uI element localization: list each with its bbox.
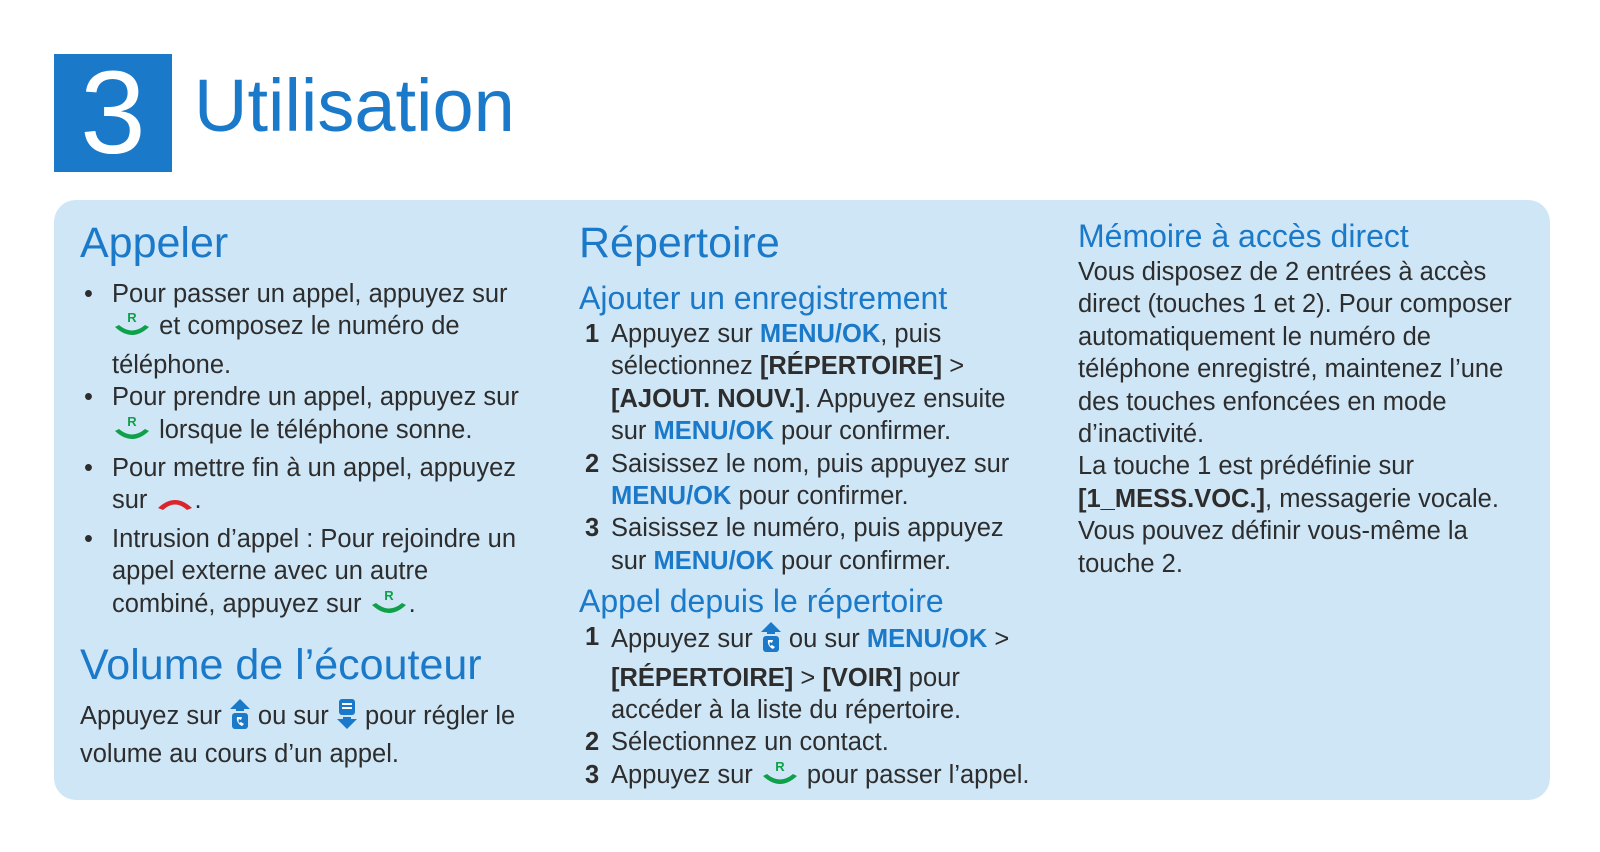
- volume-text-part: ou sur: [250, 702, 329, 731]
- step-number: 2: [585, 449, 600, 478]
- step-item: [579, 759, 1039, 797]
- svg-text:R: R: [127, 413, 137, 429]
- list-item-text: .: [194, 486, 202, 515]
- list-item: [80, 381, 530, 452]
- memoire-paragraph: Vous pouvez définir vous-même la touche 2.: [1078, 517, 1468, 578]
- list-item-text: Pour mettre fin à un appel, appuyez sur: [112, 454, 517, 515]
- step-number: 1: [585, 320, 600, 348]
- step-number: 3: [585, 514, 600, 543]
- step-item: [579, 448, 1039, 513]
- memoire-paragraph: [1078, 450, 1530, 515]
- memoire-heading: Mémoire à accès direct: [1078, 218, 1409, 254]
- step-text: . Appuyez ensuite sur: [611, 384, 1006, 446]
- step-text: pour confirmer.: [773, 546, 952, 575]
- volume-up-icon: [760, 621, 782, 661]
- volume-heading: Volume de l’écouteur: [80, 641, 482, 690]
- step-text: Appuyez sur: [611, 320, 760, 348]
- memoire-text: , messagerie vocale.: [1265, 484, 1499, 513]
- step-item: [579, 512, 1039, 577]
- memoire-paragraph: Vous disposez de 2 entrées à accès direct (touches 1 et 2). Pour composer automatiquement le numéro de téléphone enregistré, maintenez l’une des touches enfoncées en mode d’inactivité.: [1078, 258, 1512, 449]
- volume-text-part: Appuyez sur: [80, 702, 222, 731]
- menu-label: [RÉPERTOIRE]: [759, 352, 943, 381]
- list-item-text: lorsque le téléphone sonne.: [152, 415, 473, 444]
- talk-icon: [760, 759, 800, 797]
- end-call-icon: [155, 490, 195, 522]
- column-repertoire: [579, 216, 1039, 797]
- talk-icon: [112, 414, 152, 452]
- menu-label: [VOIR]: [822, 663, 902, 692]
- list-item: [80, 523, 530, 626]
- step-text: pour confirmer.: [773, 417, 952, 446]
- ajouter-heading: Ajouter un enregistrement: [579, 280, 948, 316]
- step-text: Saisissez le numéro, puis appuyez sur: [611, 514, 1004, 575]
- step-number: 2: [585, 728, 600, 757]
- step-text: Appuyez sur: [611, 625, 753, 654]
- talk-icon: [112, 310, 152, 348]
- menu-label: [RÉPERTOIRE]: [611, 663, 794, 692]
- volume-down-icon: [336, 698, 358, 738]
- memoire-text: La touche 1 est prédéfinie sur: [1078, 452, 1414, 481]
- menu-ok-key: MENU/OK: [866, 625, 988, 654]
- depuis-heading: Appel depuis le répertoire: [579, 583, 944, 620]
- list-item: [80, 278, 530, 381]
- step-item: [579, 318, 1039, 448]
- menu-ok-key: MENU/OK: [653, 546, 774, 575]
- step-text: pour passer l’appel.: [799, 760, 1030, 789]
- list-item-text: .: [408, 589, 416, 618]
- step-number: 3: [585, 760, 600, 789]
- menu-label: [AJOUT. NOUV.]: [611, 384, 805, 413]
- chapter-title: Utilisation: [194, 64, 515, 147]
- talk-icon: [369, 588, 409, 626]
- step-text: pour confirmer.: [731, 482, 909, 511]
- volume-text: [80, 698, 530, 771]
- repertoire-heading: Répertoire: [579, 219, 780, 267]
- step-text: ou sur: [781, 625, 867, 654]
- list-item-text: Pour prendre un appel, appuyez sur: [112, 383, 519, 412]
- step-text: >: [942, 352, 965, 381]
- list-item-text: et composez le numéro de téléphone.: [112, 312, 460, 379]
- column-appeler: [80, 216, 530, 771]
- appeler-heading: Appeler: [80, 219, 229, 267]
- list-item-text: Intrusion d’appel : Pour rejoindre un appel externe avec un autre combiné, appuyez sur: [112, 524, 517, 618]
- list-item: [80, 452, 530, 523]
- content-panel: [54, 200, 1550, 800]
- ajouter-steps: [579, 318, 1039, 577]
- svg-text:R: R: [383, 587, 394, 603]
- chapter-number-badge: [54, 47, 172, 179]
- menu-ok-key: MENU/OK: [611, 482, 732, 511]
- appeler-list: [80, 278, 530, 626]
- svg-text:R: R: [127, 310, 137, 326]
- step-text: Saisissez le nom, puis appuyez sur: [611, 449, 1010, 478]
- step-item: [579, 726, 1039, 758]
- menu-ok-key: MENU/OK: [653, 417, 774, 446]
- step-text: , puis sélectionnez: [611, 320, 942, 381]
- chapter-number: 3: [80, 47, 146, 179]
- step-text: >: [793, 663, 823, 692]
- volume-text-part: pour régler le volume au cours d’un appel.: [80, 702, 516, 769]
- list-item-text: Pour passer un appel, appuyez sur: [112, 280, 508, 308]
- step-text: pour accéder à la liste du répertoire.: [611, 663, 962, 725]
- step-text: Appuyez sur: [611, 760, 753, 789]
- menu-ok-key: MENU/OK: [759, 320, 881, 348]
- svg-text:R: R: [775, 758, 785, 774]
- column-memoire: [1078, 216, 1530, 580]
- step-text: Sélectionnez un contact.: [611, 728, 889, 757]
- step-item: [579, 621, 1039, 726]
- depuis-steps: [579, 621, 1039, 797]
- menu-label: [1_MESS.VOC.]: [1078, 484, 1266, 513]
- step-number: 1: [585, 623, 600, 652]
- step-text: >: [987, 625, 1010, 654]
- volume-up-icon: [229, 698, 251, 738]
